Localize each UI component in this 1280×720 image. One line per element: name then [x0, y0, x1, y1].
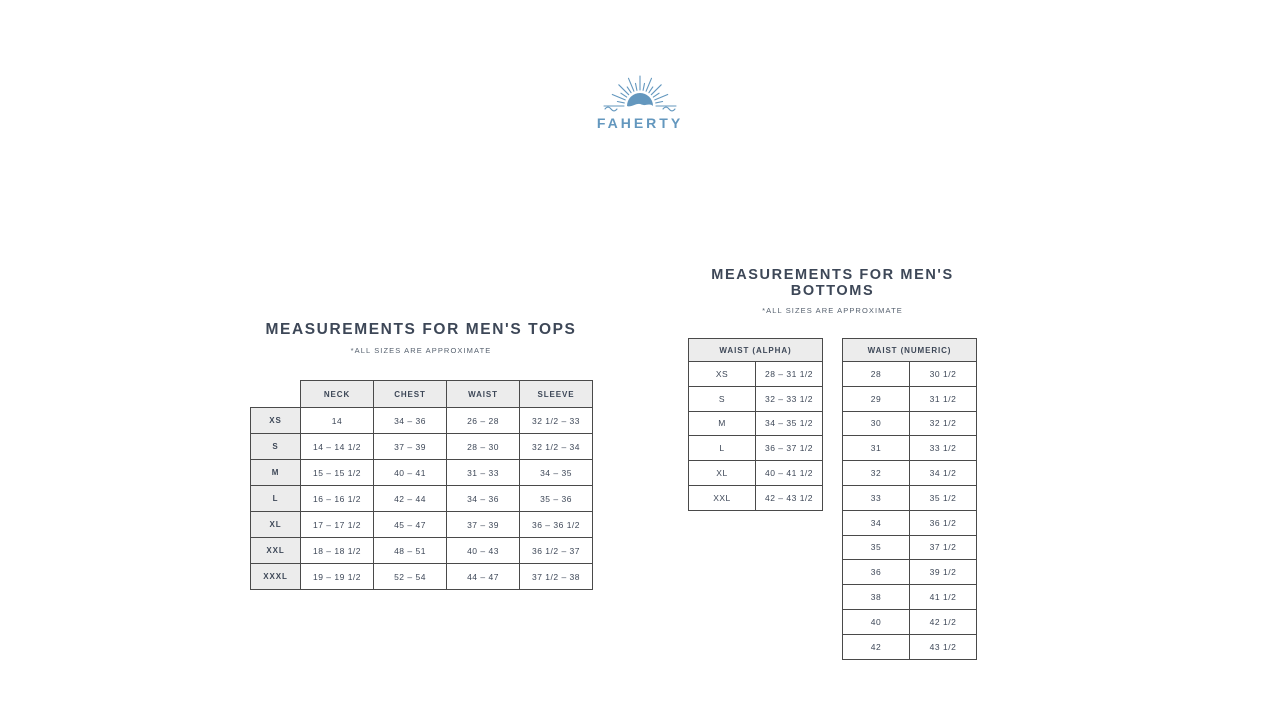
neck-value: 18 – 18 1/2	[301, 538, 374, 564]
neck-value: 14	[301, 408, 374, 434]
table-row	[689, 362, 823, 387]
sleeve-value: 32 1/2 – 33	[520, 408, 593, 434]
table-row	[251, 434, 593, 460]
waist-value: 40 – 41 1/2	[756, 461, 823, 486]
waist-value: 31 – 33	[447, 460, 520, 486]
size-label: XL	[689, 461, 756, 486]
size-label: M	[251, 460, 301, 486]
col-header-sleeve: SLEEVE	[520, 381, 593, 408]
waist-value: 33 1/2	[910, 436, 977, 461]
waist-value: 42 1/2	[910, 609, 977, 634]
waist-value: 34 – 35 1/2	[756, 411, 823, 436]
table-row	[843, 461, 977, 486]
col-header-neck: NECK	[301, 381, 374, 408]
table-row	[689, 461, 823, 486]
alpha-table-header: WAIST (ALPHA)	[689, 339, 823, 362]
table-row	[251, 486, 593, 512]
waist-value: 32 1/2	[910, 411, 977, 436]
waist-value: 31 1/2	[910, 386, 977, 411]
tops-header-row	[251, 381, 593, 408]
chest-value: 52 – 54	[374, 564, 447, 590]
table-row	[843, 510, 977, 535]
table-row	[843, 485, 977, 510]
table-row	[843, 634, 977, 659]
neck-value: 14 – 14 1/2	[301, 434, 374, 460]
size-label: XS	[251, 408, 301, 434]
waist-value: 44 – 47	[447, 564, 520, 590]
chest-value: 40 – 41	[374, 460, 447, 486]
waist-value: 37 – 39	[447, 512, 520, 538]
waist-value: 36 1/2	[910, 510, 977, 535]
size-label: 33	[843, 485, 910, 510]
waist-value: 37 1/2	[910, 535, 977, 560]
neck-value: 16 – 16 1/2	[301, 486, 374, 512]
size-label: M	[689, 411, 756, 436]
sleeve-value: 37 1/2 – 38	[520, 564, 593, 590]
tops-title: MEASUREMENTS FOR MEN'S TOPS	[265, 321, 577, 338]
size-label: XS	[689, 362, 756, 387]
chest-value: 42 – 44	[374, 486, 447, 512]
bottoms-title: MEASUREMENTS FOR MEN'S BOTTOMS	[711, 267, 954, 299]
table-row	[843, 535, 977, 560]
neck-value: 15 – 15 1/2	[301, 460, 374, 486]
waist-value: 39 1/2	[910, 560, 977, 585]
tops-subtitle: *ALL SIZES ARE APPROXIMATE	[350, 346, 492, 355]
size-label: L	[689, 436, 756, 461]
brand-name: FAHERTY	[596, 115, 684, 131]
waist-value: 34 1/2	[910, 461, 977, 486]
table-row	[689, 485, 823, 510]
tops-table	[250, 380, 593, 590]
sleeve-value: 36 1/2 – 37	[520, 538, 593, 564]
chest-value: 34 – 36	[374, 408, 447, 434]
table-row	[251, 564, 593, 590]
waist-value: 36 – 37 1/2	[756, 436, 823, 461]
table-row	[251, 460, 593, 486]
waist-value: 34 – 36	[447, 486, 520, 512]
size-label: XXL	[689, 485, 756, 510]
size-label: 34	[843, 510, 910, 535]
waist-value: 43 1/2	[910, 634, 977, 659]
numeric-header-row	[843, 339, 977, 362]
neck-value: 19 – 19 1/2	[301, 564, 374, 590]
waist-value: 30 1/2	[910, 362, 977, 387]
waist-value: 41 1/2	[910, 585, 977, 610]
table-row	[689, 436, 823, 461]
col-header-waist: WAIST	[447, 381, 520, 408]
waist-value: 32 – 33 1/2	[756, 386, 823, 411]
table-row	[251, 512, 593, 538]
table-row	[689, 386, 823, 411]
table-row	[843, 609, 977, 634]
size-label: 30	[843, 411, 910, 436]
table-row	[251, 538, 593, 564]
size-label: 28	[843, 362, 910, 387]
sleeve-value: 36 – 36 1/2	[520, 512, 593, 538]
size-label: 40	[843, 609, 910, 634]
table-row	[843, 386, 977, 411]
size-label: 36	[843, 560, 910, 585]
chest-value: 37 – 39	[374, 434, 447, 460]
faherty-logo	[580, 72, 700, 131]
waist-alpha-table	[688, 338, 823, 511]
size-label: S	[689, 386, 756, 411]
size-label: XXXL	[251, 564, 301, 590]
size-label: 31	[843, 436, 910, 461]
size-label: 38	[843, 585, 910, 610]
size-label: XXL	[251, 538, 301, 564]
tops-section	[250, 321, 592, 590]
table-row	[843, 560, 977, 585]
waist-value: 42 – 43 1/2	[756, 485, 823, 510]
waist-value: 28 – 31 1/2	[756, 362, 823, 387]
table-row	[689, 411, 823, 436]
sleeve-value: 32 1/2 – 34	[520, 434, 593, 460]
size-label: 35	[843, 535, 910, 560]
alpha-header-row	[689, 339, 823, 362]
chest-value: 48 – 51	[374, 538, 447, 564]
col-header-chest: CHEST	[374, 381, 447, 408]
chest-value: 45 – 47	[374, 512, 447, 538]
bottoms-section	[688, 267, 977, 660]
bottoms-subtitle: *ALL SIZES ARE APPROXIMATE	[762, 306, 903, 315]
waist-value: 28 – 30	[447, 434, 520, 460]
waist-value: 26 – 28	[447, 408, 520, 434]
sleeve-value: 35 – 36	[520, 486, 593, 512]
numeric-table-header: WAIST (NUMERIC)	[843, 339, 977, 362]
waist-value: 40 – 43	[447, 538, 520, 564]
waist-value: 35 1/2	[910, 485, 977, 510]
table-row	[843, 362, 977, 387]
size-label: S	[251, 434, 301, 460]
table-row	[843, 436, 977, 461]
table-row	[843, 585, 977, 610]
sleeve-value: 34 – 35	[520, 460, 593, 486]
corner-cell	[251, 381, 301, 408]
size-label: 42	[843, 634, 910, 659]
table-row	[843, 411, 977, 436]
size-label: L	[251, 486, 301, 512]
waist-numeric-table	[842, 338, 977, 660]
table-row	[251, 408, 593, 434]
size-label: XL	[251, 512, 301, 538]
size-label: 32	[843, 461, 910, 486]
size-label: 29	[843, 386, 910, 411]
sun-wave-icon	[580, 72, 700, 114]
neck-value: 17 – 17 1/2	[301, 512, 374, 538]
